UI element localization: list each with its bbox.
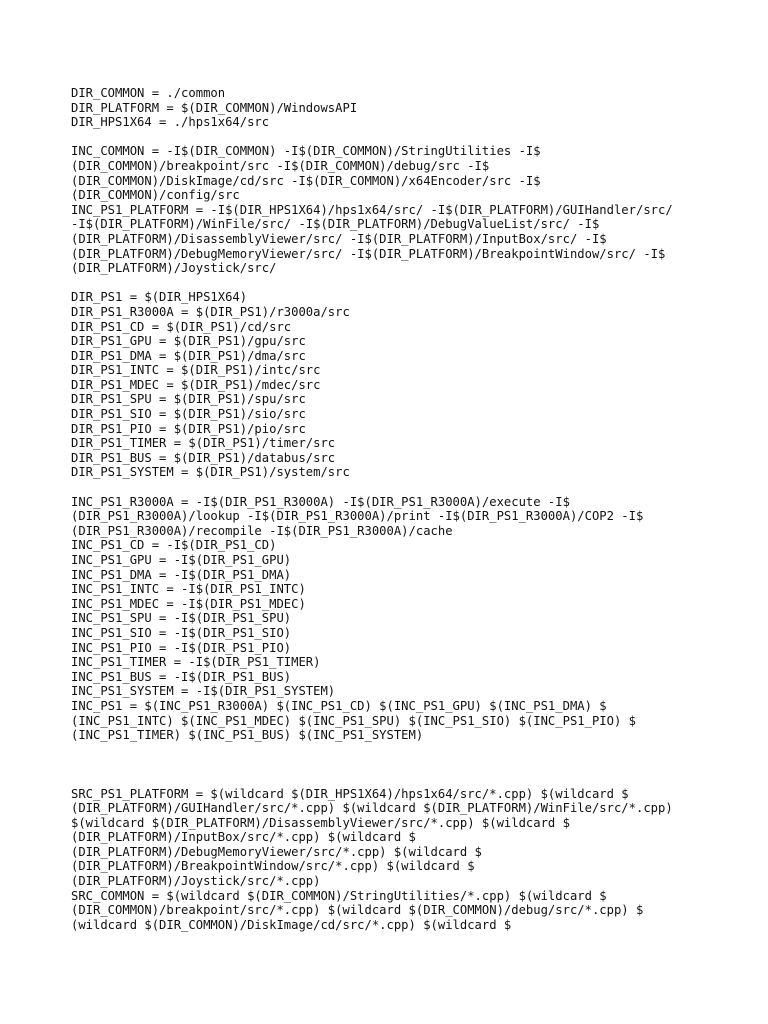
code-line: (DIR_PLATFORM)/DebugMemoryViewer/src/ -I$(DIR_PLATFORM)/BreakpointWindow/src/ -I$ (71, 246, 666, 261)
code-line: (DIR_COMMON)/breakpoint/src/*.cpp) $(wildcard $(DIR_COMMON)/debug/src/*.cpp) $ (71, 903, 644, 918)
code-line: SRC_COMMON = $(wildcard $(DIR_COMMON)/StringUtilities/*.cpp) $(wildcard $ (71, 888, 607, 903)
code-line: INC_COMMON = -I$(DIR_COMMON) -I$(DIR_COMMON)/StringUtilities -I$ (71, 144, 541, 159)
blank-line (71, 743, 731, 758)
code-line: DIR_PS1_R3000A = $(DIR_PS1)/r3000a/src (71, 304, 350, 319)
code-line: DIR_PS1_DMA = $(DIR_PS1)/dma/src (71, 348, 306, 363)
code-line: DIR_PS1_SIO = $(DIR_PS1)/sio/src (71, 407, 306, 422)
blank-line (71, 276, 731, 291)
blank-line (71, 480, 731, 495)
code-line: SRC_PS1_PLATFORM = $(wildcard $(DIR_HPS1X64)/hps1x64/src/*.cpp) $(wildcard $ (71, 786, 629, 801)
code-line: (DIR_PLATFORM)/DebugMemoryViewer/src/*.cpp) $(wildcard $ (71, 844, 482, 859)
code-line: INC_PS1_SYSTEM = -I$(DIR_PS1_SYSTEM) (71, 684, 336, 699)
code-line: -I$(DIR_PLATFORM)/WinFile/src/ -I$(DIR_PLATFORM)/DebugValueList/src/ -I$ (71, 217, 600, 232)
code-line: INC_PS1_GPU = -I$(DIR_PS1_GPU) (71, 553, 292, 567)
code-line: (DIR_PLATFORM)/GUIHandler/src/*.cpp) $(wildcard $(DIR_PLATFORM)/WinFile/src/*.cpp) (71, 801, 673, 816)
code-line: DIR_PS1_SYSTEM = $(DIR_PS1)/system/src (71, 465, 350, 480)
code-line: (DIR_PLATFORM)/BreakpointWindow/src/*.cpp) $(wildcard $ (71, 859, 475, 874)
code-line: INC_PS1_TIMER = -I$(DIR_PS1_TIMER) (71, 655, 321, 670)
blank-line (71, 130, 731, 145)
code-line: $(wildcard $(DIR_PLATFORM)/DisassemblyViewer/src/*.cpp) $(wildcard $ (71, 815, 570, 830)
code-line: INC_PS1_MDEC = -I$(DIR_PS1_MDEC) (71, 596, 306, 611)
code-line: DIR_PS1_MDEC = $(DIR_PS1)/mdec/src (71, 377, 321, 392)
code-line: (INC_PS1_INTC) $(INC_PS1_MDEC) $(INC_PS1_SPU) $(INC_PS1_SIO) $(INC_PS1_PIO) $ (71, 713, 636, 728)
code-line: (wildcard $(DIR_COMMON)/DiskImage/cd/src/*.cpp) $(wildcard $ (71, 917, 512, 932)
code-line: INC_PS1_INTC = -I$(DIR_PS1_INTC) (71, 582, 306, 597)
code-line: DIR_HPS1X64 = ./hps1x64/src (71, 115, 270, 130)
makefile-text-body (71, 86, 731, 932)
code-line: DIR_PS1 = $(DIR_HPS1X64) (71, 290, 248, 305)
code-line: (DIR_PS1_R3000A)/lookup -I$(DIR_PS1_R3000A)/print -I$(DIR_PS1_R3000A)/COP2 -I$ (71, 509, 644, 524)
code-line: (DIR_COMMON)/DiskImage/cd/src -I$(DIR_COMMON)/x64Encoder/src -I$ (71, 173, 541, 188)
code-line: DIR_PS1_INTC = $(DIR_PS1)/intc/src (71, 363, 321, 378)
code-line: INC_PS1_PLATFORM = -I$(DIR_HPS1X64)/hps1x64/src/ -I$(DIR_PLATFORM)/GUIHandler/src/ (71, 202, 673, 217)
code-line: DIR_PS1_PIO = $(DIR_PS1)/pio/src (71, 421, 306, 436)
code-line: INC_PS1_SIO = -I$(DIR_PS1_SIO) (71, 625, 292, 640)
code-line: INC_PS1_R3000A = -I$(DIR_PS1_R3000A) -I$(DIR_PS1_R3000A)/execute -I$ (71, 494, 570, 509)
code-line: (DIR_PLATFORM)/Joystick/src/*.cpp) (71, 874, 321, 889)
code-line: DIR_COMMON = ./common (71, 86, 226, 100)
code-line: INC_PS1_BUS = -I$(DIR_PS1_BUS) (71, 669, 292, 684)
code-line: INC_PS1_SPU = -I$(DIR_PS1_SPU) (71, 611, 292, 626)
code-line: (DIR_COMMON)/breakpoint/src -I$(DIR_COMMON)/debug/src -I$ (71, 158, 490, 173)
code-line: DIR_PS1_TIMER = $(DIR_PS1)/timer/src (71, 436, 336, 451)
code-line: (DIR_COMMON)/config/src (71, 188, 240, 203)
code-line: (DIR_PLATFORM)/DisassemblyViewer/src/ -I$(DIR_PLATFORM)/InputBox/src/ -I$ (71, 231, 607, 246)
code-line: (DIR_PLATFORM)/InputBox/src/*.cpp) $(wildcard $ (71, 830, 416, 845)
blank-line (71, 757, 731, 772)
blank-line (71, 772, 731, 787)
code-line: DIR_PS1_GPU = $(DIR_PS1)/gpu/src (71, 334, 306, 349)
code-line: INC_PS1_PIO = -I$(DIR_PS1_PIO) (71, 640, 292, 655)
code-line: (DIR_PS1_R3000A)/recompile -I$(DIR_PS1_R3000A)/cache (71, 523, 453, 538)
code-line: DIR_PS1_CD = $(DIR_PS1)/cd/src (71, 319, 292, 334)
code-line: DIR_PS1_SPU = $(DIR_PS1)/spu/src (71, 392, 306, 407)
code-line: INC_PS1_CD = -I$(DIR_PS1_CD) (71, 538, 277, 553)
code-line: (INC_PS1_TIMER) $(INC_PS1_BUS) $(INC_PS1_SYSTEM) (71, 728, 424, 743)
code-line: DIR_PS1_BUS = $(DIR_PS1)/databus/src (71, 450, 336, 465)
code-line: (DIR_PLATFORM)/Joystick/src/ (71, 261, 277, 276)
code-line: DIR_PLATFORM = $(DIR_COMMON)/WindowsAPI (71, 100, 358, 115)
code-line: INC_PS1 = $(INC_PS1_R3000A) $(INC_PS1_CD) $(INC_PS1_GPU) $(INC_PS1_DMA) $ (71, 698, 607, 713)
code-line: INC_PS1_DMA = -I$(DIR_PS1_DMA) (71, 567, 292, 582)
